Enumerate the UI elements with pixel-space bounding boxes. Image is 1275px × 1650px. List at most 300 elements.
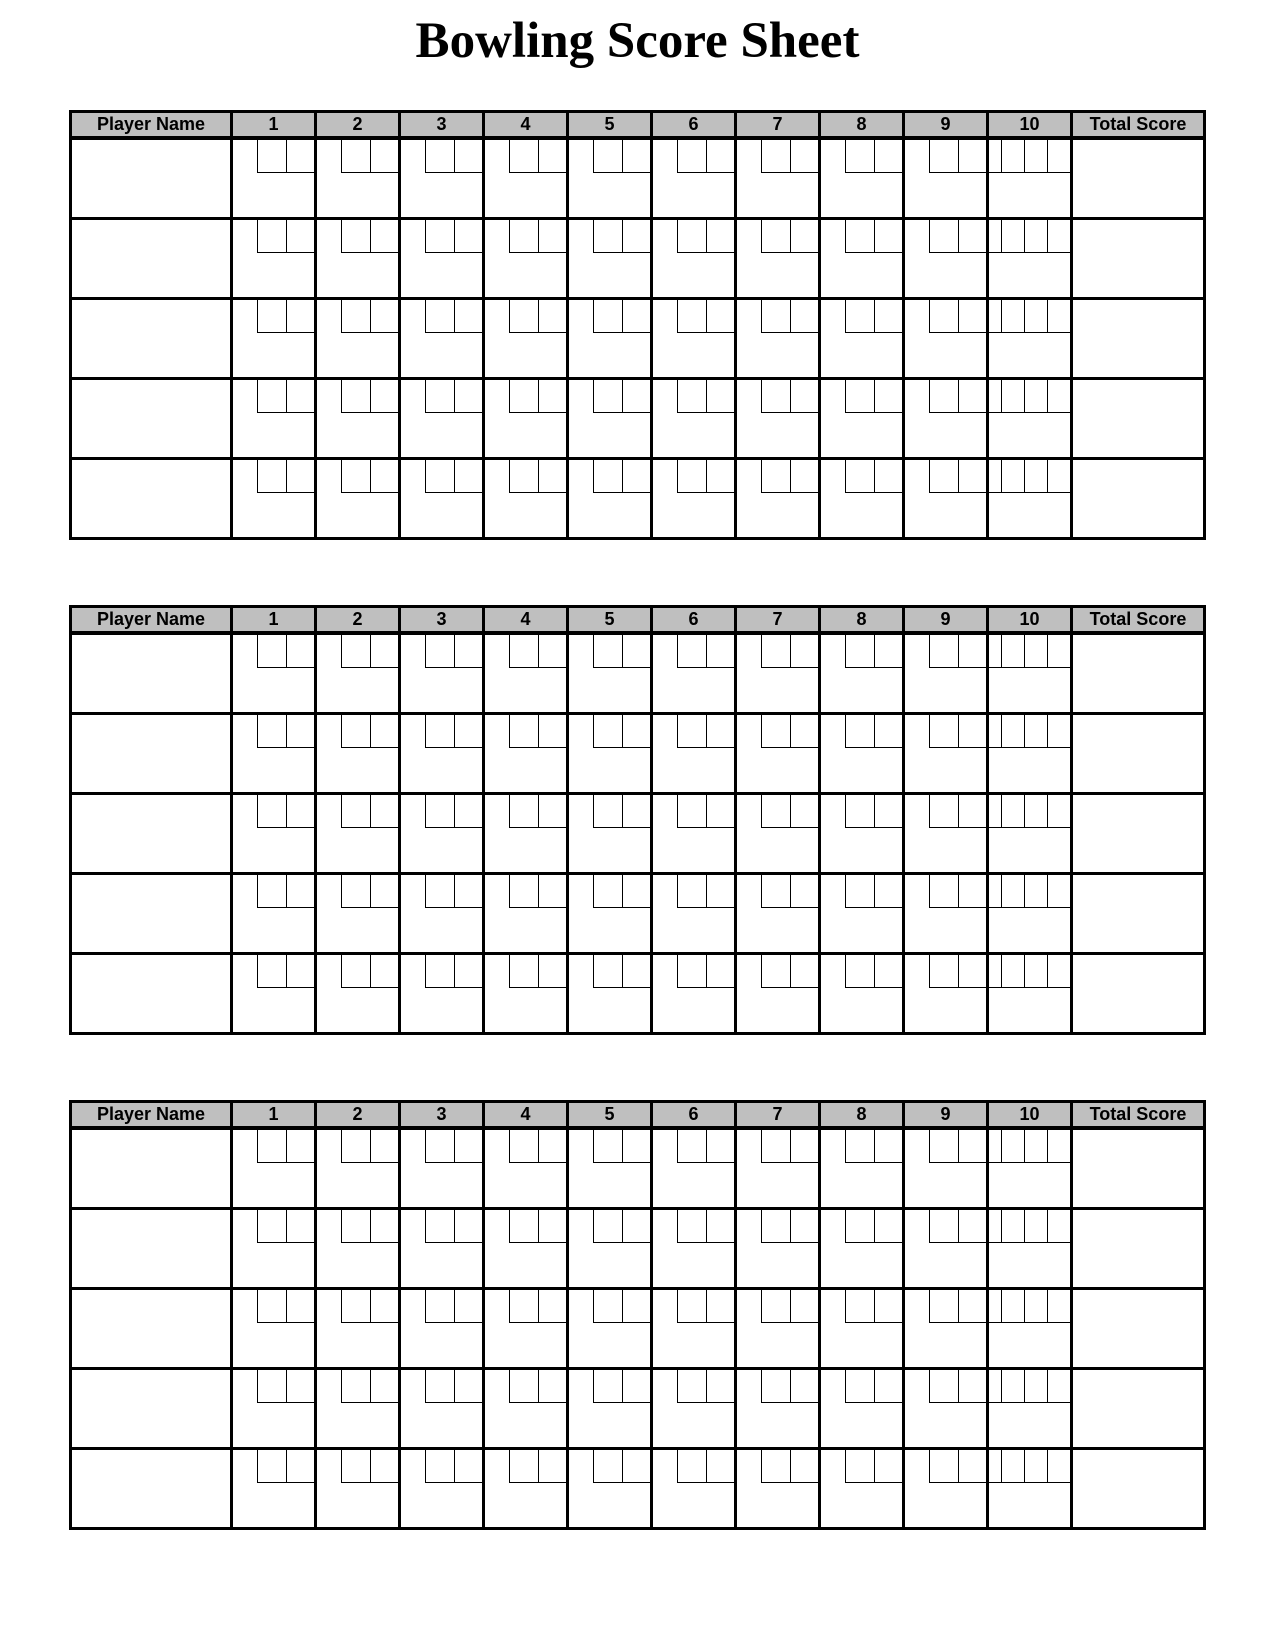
total-score-cell[interactable] (1072, 459, 1205, 539)
throw-box-2[interactable] (1024, 955, 1047, 987)
throw-box-1[interactable] (425, 1370, 454, 1403)
frame-cell-2[interactable] (316, 1209, 400, 1289)
frame-cell-5[interactable] (568, 138, 652, 219)
throw-box-1[interactable] (509, 380, 538, 413)
throw-box-2[interactable] (958, 1130, 987, 1163)
throw-box-1[interactable] (425, 635, 454, 668)
throw-box-1[interactable] (509, 1450, 538, 1483)
throw-box-1[interactable] (845, 1450, 874, 1483)
throw-box-2[interactable] (370, 140, 399, 173)
throw-box-1[interactable] (593, 220, 622, 253)
throw-box-1[interactable] (509, 795, 538, 828)
throw-box-2[interactable] (286, 140, 315, 173)
throw-box-2[interactable] (538, 460, 567, 493)
throw-box-1[interactable] (425, 1210, 454, 1243)
throw-box-2[interactable] (958, 220, 987, 253)
frame-cell-3[interactable] (400, 1209, 484, 1289)
throw-box-2[interactable] (286, 1210, 315, 1243)
throw-box-2[interactable] (286, 875, 315, 908)
throw-box-2[interactable] (454, 220, 483, 253)
throw-box-1[interactable] (509, 955, 538, 988)
frame-cell-9[interactable] (904, 794, 988, 874)
frame-cell-5[interactable] (568, 1369, 652, 1449)
throw-box-1[interactable] (257, 715, 286, 748)
frame-cell-10[interactable] (988, 379, 1072, 459)
throw-box-2[interactable] (538, 140, 567, 173)
frame-cell-1[interactable] (232, 633, 316, 714)
frame-cell-9[interactable] (904, 714, 988, 794)
throw-box-2[interactable] (622, 300, 651, 333)
frame-cell-6[interactable] (652, 633, 736, 714)
throw-box-2[interactable] (454, 300, 483, 333)
throw-box-1[interactable] (593, 1450, 622, 1483)
throw-box-1[interactable] (761, 955, 790, 988)
frame-cell-10[interactable] (988, 954, 1072, 1034)
throw-box-1[interactable] (257, 955, 286, 988)
frame-cell-2[interactable] (316, 794, 400, 874)
frame-cell-4[interactable] (484, 1369, 568, 1449)
frame-cell-9[interactable] (904, 1128, 988, 1209)
frame-cell-3[interactable] (400, 1449, 484, 1529)
frame-cell-5[interactable] (568, 219, 652, 299)
frame-cell-1[interactable] (232, 299, 316, 379)
throw-box-2[interactable] (286, 220, 315, 253)
frame-cell-1[interactable] (232, 954, 316, 1034)
throw-box-2[interactable] (454, 715, 483, 748)
frame-cell-5[interactable] (568, 299, 652, 379)
throw-box-2[interactable] (622, 220, 651, 253)
throw-box-1[interactable] (341, 140, 370, 173)
frame-cell-6[interactable] (652, 138, 736, 219)
throw-box-1[interactable] (257, 635, 286, 668)
throw-box-2[interactable] (958, 955, 987, 988)
throw-box-2[interactable] (1024, 1210, 1047, 1242)
throw-box-1[interactable] (929, 220, 958, 253)
throw-box-2[interactable] (706, 715, 735, 748)
throw-box-1[interactable] (509, 140, 538, 173)
throw-box-2[interactable] (1024, 220, 1047, 252)
throw-box-2[interactable] (706, 300, 735, 333)
frame-cell-9[interactable] (904, 299, 988, 379)
frame-cell-6[interactable] (652, 1449, 736, 1529)
throw-box-1[interactable] (341, 1450, 370, 1483)
throw-box-2[interactable] (874, 875, 903, 908)
total-score-cell[interactable] (1072, 794, 1205, 874)
throw-box-1[interactable] (761, 875, 790, 908)
frame-cell-8[interactable] (820, 1449, 904, 1529)
frame-cell-4[interactable] (484, 1209, 568, 1289)
throw-box-2[interactable] (874, 795, 903, 828)
throw-box-2[interactable] (958, 380, 987, 413)
frame-cell-9[interactable] (904, 1369, 988, 1449)
frame-cell-3[interactable] (400, 379, 484, 459)
throw-box-1[interactable] (593, 715, 622, 748)
throw-box-1[interactable] (509, 875, 538, 908)
frame-cell-10[interactable] (988, 219, 1072, 299)
frame-cell-3[interactable] (400, 1289, 484, 1369)
throw-box-3[interactable] (1047, 1290, 1070, 1322)
throw-box-1[interactable] (593, 380, 622, 413)
frame-cell-4[interactable] (484, 633, 568, 714)
throw-box-1[interactable] (761, 300, 790, 333)
frame-cell-7[interactable] (736, 459, 820, 539)
frame-cell-8[interactable] (820, 138, 904, 219)
throw-box-1[interactable] (593, 1290, 622, 1323)
throw-box-1[interactable] (509, 635, 538, 668)
throw-box-1[interactable] (257, 1290, 286, 1323)
throw-box-2[interactable] (790, 220, 819, 253)
throw-box-2[interactable] (706, 635, 735, 668)
frame-cell-9[interactable] (904, 379, 988, 459)
frame-cell-3[interactable] (400, 1369, 484, 1449)
throw-box-2[interactable] (538, 715, 567, 748)
frame-cell-2[interactable] (316, 1289, 400, 1369)
frame-cell-7[interactable] (736, 1449, 820, 1529)
throw-box-1[interactable] (1001, 715, 1024, 747)
throw-box-2[interactable] (286, 1450, 315, 1483)
frame-cell-8[interactable] (820, 1289, 904, 1369)
total-score-cell[interactable] (1072, 1128, 1205, 1209)
throw-box-2[interactable] (790, 1450, 819, 1483)
player-name-cell[interactable] (71, 219, 232, 299)
throw-box-2[interactable] (454, 1130, 483, 1163)
throw-box-1[interactable] (761, 1130, 790, 1163)
throw-box-3[interactable] (1047, 795, 1070, 827)
throw-box-2[interactable] (538, 1370, 567, 1403)
frame-cell-5[interactable] (568, 794, 652, 874)
throw-box-1[interactable] (929, 1210, 958, 1243)
frame-cell-1[interactable] (232, 219, 316, 299)
throw-box-1[interactable] (845, 300, 874, 333)
throw-box-1[interactable] (761, 1290, 790, 1323)
throw-box-1[interactable] (1001, 460, 1024, 492)
total-score-cell[interactable] (1072, 874, 1205, 954)
frame-cell-7[interactable] (736, 138, 820, 219)
total-score-cell[interactable] (1072, 1289, 1205, 1369)
throw-box-2[interactable] (1024, 380, 1047, 412)
throw-box-1[interactable] (257, 1370, 286, 1403)
frame-cell-9[interactable] (904, 1449, 988, 1529)
throw-box-1[interactable] (929, 1290, 958, 1323)
throw-box-2[interactable] (622, 1210, 651, 1243)
frame-cell-3[interactable] (400, 794, 484, 874)
throw-box-2[interactable] (1024, 460, 1047, 492)
throw-box-2[interactable] (790, 1290, 819, 1323)
throw-box-2[interactable] (706, 460, 735, 493)
throw-box-2[interactable] (790, 300, 819, 333)
throw-box-2[interactable] (454, 460, 483, 493)
throw-box-2[interactable] (286, 635, 315, 668)
frame-cell-6[interactable] (652, 1209, 736, 1289)
throw-box-1[interactable] (1001, 300, 1024, 332)
throw-box-3[interactable] (1047, 1210, 1070, 1242)
frame-cell-9[interactable] (904, 633, 988, 714)
throw-box-1[interactable] (593, 955, 622, 988)
throw-box-2[interactable] (790, 140, 819, 173)
frame-cell-8[interactable] (820, 219, 904, 299)
throw-box-1[interactable] (593, 1370, 622, 1403)
throw-box-1[interactable] (677, 955, 706, 988)
frame-cell-7[interactable] (736, 299, 820, 379)
throw-box-1[interactable] (341, 795, 370, 828)
throw-box-2[interactable] (874, 140, 903, 173)
frame-cell-4[interactable] (484, 219, 568, 299)
throw-box-1[interactable] (509, 1130, 538, 1163)
throw-box-2[interactable] (370, 635, 399, 668)
throw-box-2[interactable] (706, 1290, 735, 1323)
throw-box-2[interactable] (790, 715, 819, 748)
frame-cell-2[interactable] (316, 874, 400, 954)
throw-box-2[interactable] (958, 1450, 987, 1483)
throw-box-1[interactable] (425, 795, 454, 828)
throw-box-2[interactable] (874, 1370, 903, 1403)
frame-cell-6[interactable] (652, 714, 736, 794)
throw-box-3[interactable] (1047, 380, 1070, 412)
throw-box-2[interactable] (622, 1290, 651, 1323)
throw-box-1[interactable] (425, 875, 454, 908)
throw-box-2[interactable] (958, 795, 987, 828)
throw-box-1[interactable] (677, 300, 706, 333)
throw-box-1[interactable] (677, 715, 706, 748)
throw-box-2[interactable] (370, 795, 399, 828)
frame-cell-2[interactable] (316, 714, 400, 794)
throw-box-1[interactable] (425, 220, 454, 253)
throw-box-2[interactable] (790, 795, 819, 828)
throw-box-1[interactable] (929, 635, 958, 668)
throw-box-1[interactable] (1001, 1130, 1024, 1162)
throw-box-2[interactable] (790, 1370, 819, 1403)
throw-box-1[interactable] (761, 380, 790, 413)
throw-box-2[interactable] (622, 715, 651, 748)
throw-box-1[interactable] (593, 795, 622, 828)
total-score-cell[interactable] (1072, 138, 1205, 219)
throw-box-1[interactable] (425, 1450, 454, 1483)
throw-box-2[interactable] (790, 380, 819, 413)
throw-box-1[interactable] (1001, 220, 1024, 252)
throw-box-1[interactable] (425, 1130, 454, 1163)
throw-box-1[interactable] (761, 220, 790, 253)
throw-box-1[interactable] (257, 380, 286, 413)
throw-box-2[interactable] (454, 1290, 483, 1323)
frame-cell-7[interactable] (736, 1369, 820, 1449)
frame-cell-4[interactable] (484, 138, 568, 219)
throw-box-2[interactable] (538, 1290, 567, 1323)
throw-box-2[interactable] (286, 460, 315, 493)
throw-box-1[interactable] (677, 460, 706, 493)
throw-box-1[interactable] (257, 1210, 286, 1243)
frame-cell-1[interactable] (232, 874, 316, 954)
frame-cell-8[interactable] (820, 633, 904, 714)
throw-box-2[interactable] (958, 300, 987, 333)
throw-box-2[interactable] (958, 1370, 987, 1403)
throw-box-2[interactable] (370, 460, 399, 493)
frame-cell-2[interactable] (316, 219, 400, 299)
throw-box-2[interactable] (622, 140, 651, 173)
throw-box-2[interactable] (622, 1130, 651, 1163)
throw-box-3[interactable] (1047, 140, 1070, 172)
throw-box-1[interactable] (509, 300, 538, 333)
throw-box-1[interactable] (845, 875, 874, 908)
throw-box-2[interactable] (958, 460, 987, 493)
frame-cell-5[interactable] (568, 874, 652, 954)
throw-box-2[interactable] (538, 1130, 567, 1163)
player-name-cell[interactable] (71, 874, 232, 954)
throw-box-2[interactable] (370, 715, 399, 748)
throw-box-2[interactable] (958, 140, 987, 173)
throw-box-1[interactable] (593, 140, 622, 173)
throw-box-1[interactable] (845, 1290, 874, 1323)
frame-cell-1[interactable] (232, 794, 316, 874)
throw-box-2[interactable] (622, 460, 651, 493)
throw-box-1[interactable] (593, 300, 622, 333)
player-name-cell[interactable] (71, 633, 232, 714)
throw-box-1[interactable] (929, 1130, 958, 1163)
throw-box-1[interactable] (677, 380, 706, 413)
throw-box-2[interactable] (286, 715, 315, 748)
throw-box-2[interactable] (454, 955, 483, 988)
throw-box-1[interactable] (845, 715, 874, 748)
frame-cell-8[interactable] (820, 1209, 904, 1289)
total-score-cell[interactable] (1072, 954, 1205, 1034)
throw-box-2[interactable] (370, 1370, 399, 1403)
throw-box-1[interactable] (677, 140, 706, 173)
frame-cell-10[interactable] (988, 1449, 1072, 1529)
throw-box-2[interactable] (874, 955, 903, 988)
throw-box-1[interactable] (845, 795, 874, 828)
frame-cell-3[interactable] (400, 459, 484, 539)
throw-box-1[interactable] (761, 1370, 790, 1403)
throw-box-2[interactable] (454, 1450, 483, 1483)
throw-box-2[interactable] (286, 300, 315, 333)
throw-box-2[interactable] (874, 715, 903, 748)
frame-cell-10[interactable] (988, 1369, 1072, 1449)
throw-box-2[interactable] (370, 300, 399, 333)
throw-box-2[interactable] (286, 1370, 315, 1403)
throw-box-2[interactable] (454, 795, 483, 828)
frame-cell-7[interactable] (736, 219, 820, 299)
throw-box-2[interactable] (454, 1370, 483, 1403)
frame-cell-3[interactable] (400, 299, 484, 379)
total-score-cell[interactable] (1072, 219, 1205, 299)
frame-cell-6[interactable] (652, 1128, 736, 1209)
frame-cell-10[interactable] (988, 459, 1072, 539)
frame-cell-10[interactable] (988, 299, 1072, 379)
throw-box-2[interactable] (1024, 1450, 1047, 1482)
throw-box-1[interactable] (677, 220, 706, 253)
throw-box-1[interactable] (845, 1370, 874, 1403)
throw-box-2[interactable] (538, 875, 567, 908)
throw-box-2[interactable] (874, 380, 903, 413)
throw-box-2[interactable] (874, 635, 903, 668)
frame-cell-8[interactable] (820, 1128, 904, 1209)
throw-box-2[interactable] (370, 220, 399, 253)
throw-box-2[interactable] (706, 875, 735, 908)
frame-cell-2[interactable] (316, 1128, 400, 1209)
throw-box-2[interactable] (538, 220, 567, 253)
throw-box-2[interactable] (1024, 635, 1047, 667)
throw-box-2[interactable] (874, 460, 903, 493)
throw-box-1[interactable] (425, 300, 454, 333)
throw-box-1[interactable] (845, 380, 874, 413)
frame-cell-4[interactable] (484, 954, 568, 1034)
throw-box-2[interactable] (286, 795, 315, 828)
throw-box-1[interactable] (929, 795, 958, 828)
throw-box-1[interactable] (1001, 1290, 1024, 1322)
throw-box-1[interactable] (929, 715, 958, 748)
throw-box-1[interactable] (845, 140, 874, 173)
throw-box-2[interactable] (622, 875, 651, 908)
throw-box-1[interactable] (509, 1370, 538, 1403)
throw-box-2[interactable] (622, 635, 651, 668)
throw-box-2[interactable] (706, 1210, 735, 1243)
throw-box-2[interactable] (706, 140, 735, 173)
player-name-cell[interactable] (71, 1128, 232, 1209)
throw-box-1[interactable] (761, 635, 790, 668)
frame-cell-8[interactable] (820, 714, 904, 794)
throw-box-3[interactable] (1047, 1370, 1070, 1402)
throw-box-1[interactable] (341, 955, 370, 988)
throw-box-1[interactable] (509, 460, 538, 493)
throw-box-1[interactable] (257, 1130, 286, 1163)
throw-box-2[interactable] (958, 635, 987, 668)
frame-cell-10[interactable] (988, 1289, 1072, 1369)
player-name-cell[interactable] (71, 1209, 232, 1289)
throw-box-1[interactable] (509, 715, 538, 748)
throw-box-1[interactable] (425, 460, 454, 493)
throw-box-2[interactable] (1024, 1130, 1047, 1162)
throw-box-1[interactable] (1001, 875, 1024, 907)
throw-box-2[interactable] (874, 1130, 903, 1163)
throw-box-1[interactable] (341, 220, 370, 253)
frame-cell-3[interactable] (400, 714, 484, 794)
throw-box-1[interactable] (509, 1210, 538, 1243)
frame-cell-3[interactable] (400, 219, 484, 299)
frame-cell-1[interactable] (232, 138, 316, 219)
throw-box-1[interactable] (257, 140, 286, 173)
throw-box-1[interactable] (845, 1130, 874, 1163)
total-score-cell[interactable] (1072, 1209, 1205, 1289)
frame-cell-4[interactable] (484, 1449, 568, 1529)
throw-box-2[interactable] (790, 1210, 819, 1243)
throw-box-3[interactable] (1047, 1450, 1070, 1482)
frame-cell-5[interactable] (568, 1209, 652, 1289)
player-name-cell[interactable] (71, 1289, 232, 1369)
frame-cell-4[interactable] (484, 794, 568, 874)
throw-box-1[interactable] (593, 1130, 622, 1163)
frame-cell-8[interactable] (820, 299, 904, 379)
throw-box-2[interactable] (1024, 140, 1047, 172)
player-name-cell[interactable] (71, 459, 232, 539)
throw-box-1[interactable] (1001, 955, 1024, 987)
throw-box-1[interactable] (257, 1450, 286, 1483)
throw-box-1[interactable] (593, 635, 622, 668)
throw-box-2[interactable] (286, 955, 315, 988)
frame-cell-9[interactable] (904, 954, 988, 1034)
frame-cell-10[interactable] (988, 874, 1072, 954)
player-name-cell[interactable] (71, 714, 232, 794)
throw-box-1[interactable] (929, 300, 958, 333)
frame-cell-9[interactable] (904, 1289, 988, 1369)
throw-box-1[interactable] (341, 875, 370, 908)
frame-cell-4[interactable] (484, 1289, 568, 1369)
frame-cell-7[interactable] (736, 874, 820, 954)
throw-box-1[interactable] (509, 1290, 538, 1323)
throw-box-1[interactable] (341, 460, 370, 493)
throw-box-2[interactable] (958, 1210, 987, 1243)
frame-cell-1[interactable] (232, 1369, 316, 1449)
throw-box-1[interactable] (845, 1210, 874, 1243)
throw-box-2[interactable] (958, 715, 987, 748)
